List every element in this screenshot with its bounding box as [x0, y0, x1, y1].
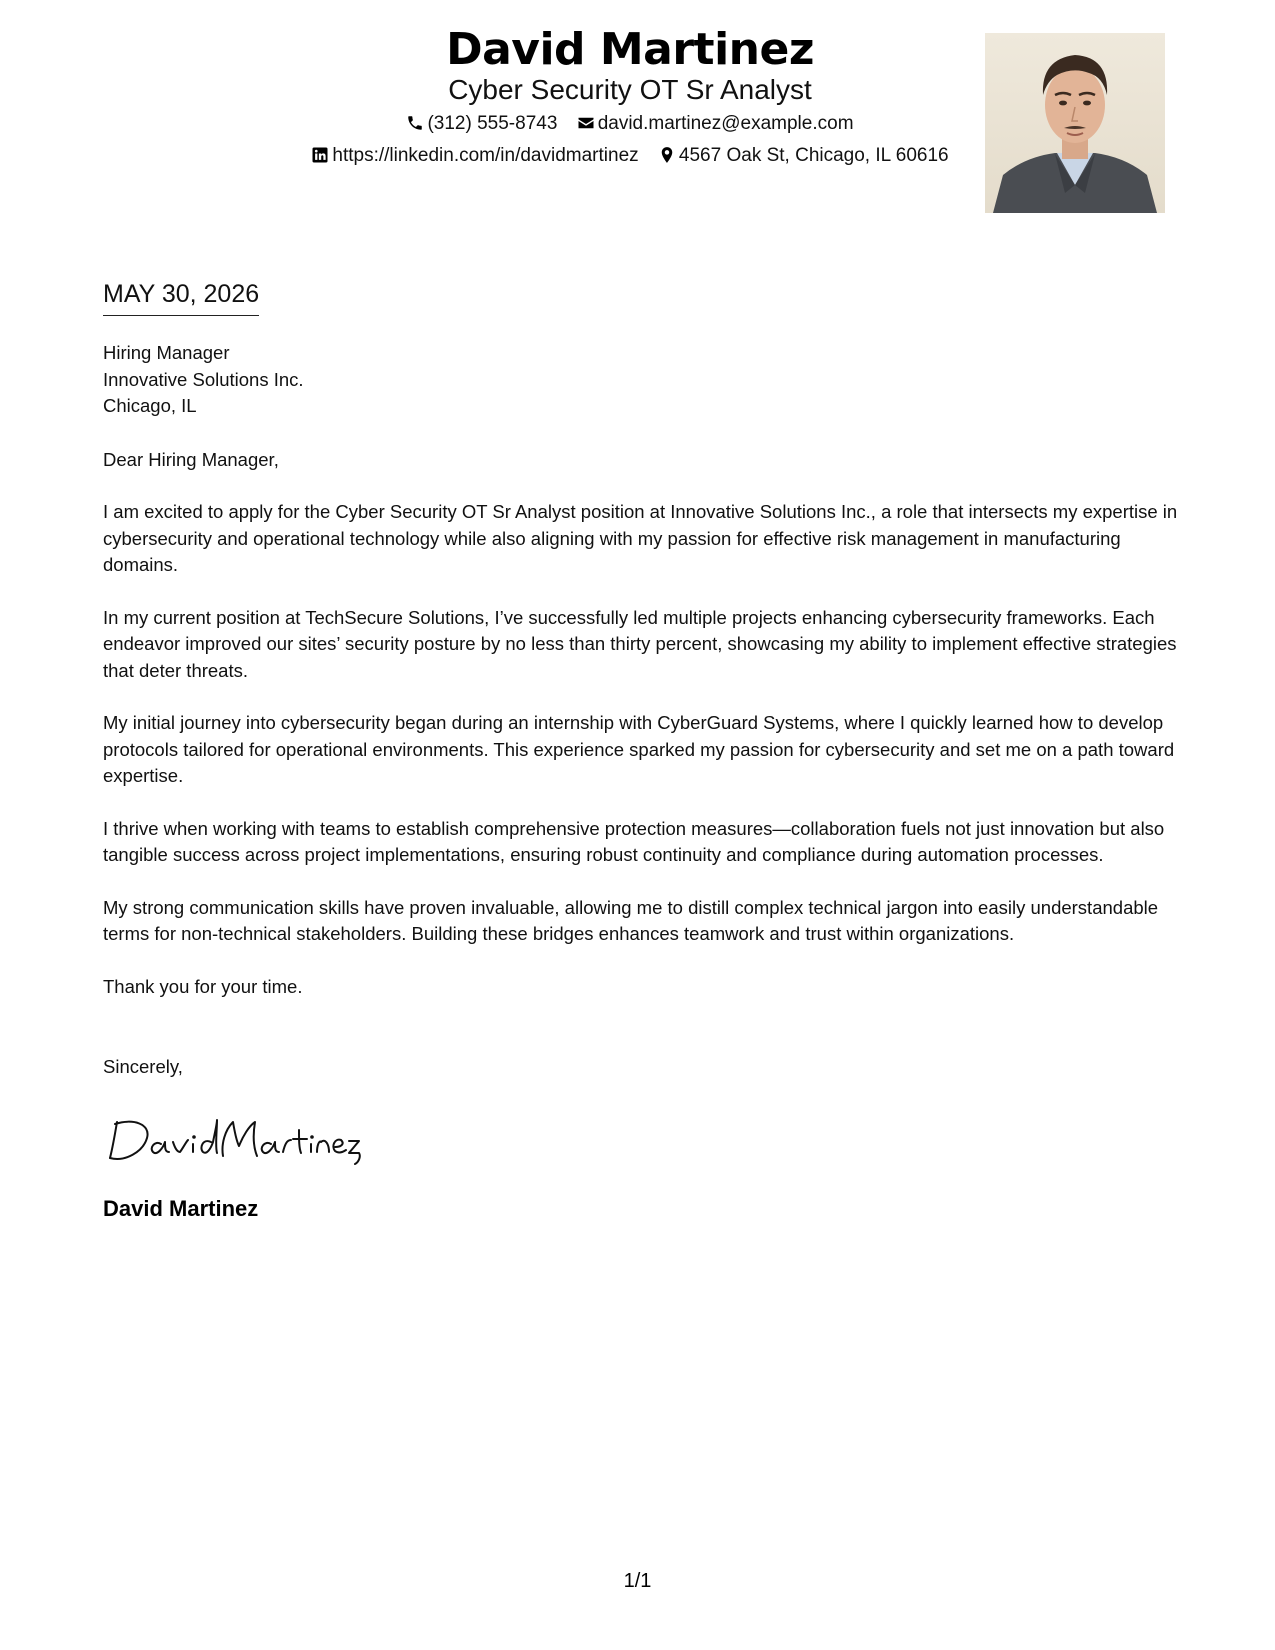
- signer-name: David Martinez: [103, 1196, 259, 1221]
- letter-header: [0, 18, 1275, 218]
- body-paragraph: My strong communication skills have proven invaluable, allowing me to distill complex technical jargon into easily understandable terms for non-technical stakeholders. Building these bridges enhances teamwork and trust within organizations.: [103, 896, 1159, 944]
- letter-date-wrap: [103, 280, 259, 316]
- recipient-block: [103, 340, 1183, 420]
- linkedin-text: https://linkedin.com/in/davidmartinez: [332, 145, 639, 166]
- letter-date: MAY 30, 2026: [103, 280, 259, 316]
- body-paragraph: I thrive when working with teams to establish comprehensive protection measures—collaboration fuels not just innovation but also tangible success across project implementations, ensuring robust continuity and compliance during automation processes.: [103, 817, 1165, 865]
- recipient-line: Innovative Solutions Inc.: [103, 368, 304, 390]
- page-number: 1/1: [623, 1570, 652, 1592]
- email-text: david.martinez@example.com: [597, 113, 854, 134]
- body-paragraph: My initial journey into cybersecurity began during an internship with CyberGuard Systems, where I quickly learned how to develop protocols tailored for operational environments. This experience sparked my passion for cybersecurity and set me on a path toward expertise.: [103, 712, 1175, 786]
- body-paragraph: In my current position at TechSecure Solutions, I’ve successfully led multiple projects enhancing cybersecurity frameworks. Each endeavor improved our sites’ security posture by no less than thirty percent, showcasing my ability to implement effective strategies that deter threats.: [103, 606, 1177, 681]
- thank-you-line: Thank you for your time.: [103, 975, 303, 997]
- contact-linkedin[interactable]: [311, 145, 638, 167]
- contact-phone: [406, 113, 557, 135]
- recipient-line: Chicago, IL: [103, 395, 197, 416]
- phone-text: (312) 555-8743: [427, 113, 558, 134]
- phone-icon: [406, 114, 424, 132]
- applicant-name: David Martinez: [446, 24, 814, 75]
- letter-body: [103, 340, 1183, 1026]
- handwritten-signature: [103, 1108, 363, 1168]
- job-title: Cyber Security OT Sr Analyst: [448, 74, 812, 105]
- contact-email[interactable]: [577, 113, 854, 135]
- closing: Sincerely,: [103, 1056, 183, 1077]
- address-text: 4567 Oak St, Chicago, IL 60616: [678, 145, 949, 166]
- profile-photo: [985, 33, 1165, 213]
- envelope-icon: [577, 114, 595, 132]
- salutation: Dear Hiring Manager,: [103, 448, 279, 470]
- linkedin-icon: [311, 146, 329, 164]
- recipient-line: Hiring Manager: [103, 342, 230, 363]
- map-marker-icon: [658, 146, 676, 164]
- body-paragraph: I am excited to apply for the Cyber Security OT Sr Analyst position at Innovative Solutions Inc., a role that intersects my expertise in cybersecurity and operational technology while also aligning with my passion for effective risk management in manufacturing domains.: [103, 501, 1178, 575]
- contact-address: [658, 145, 949, 167]
